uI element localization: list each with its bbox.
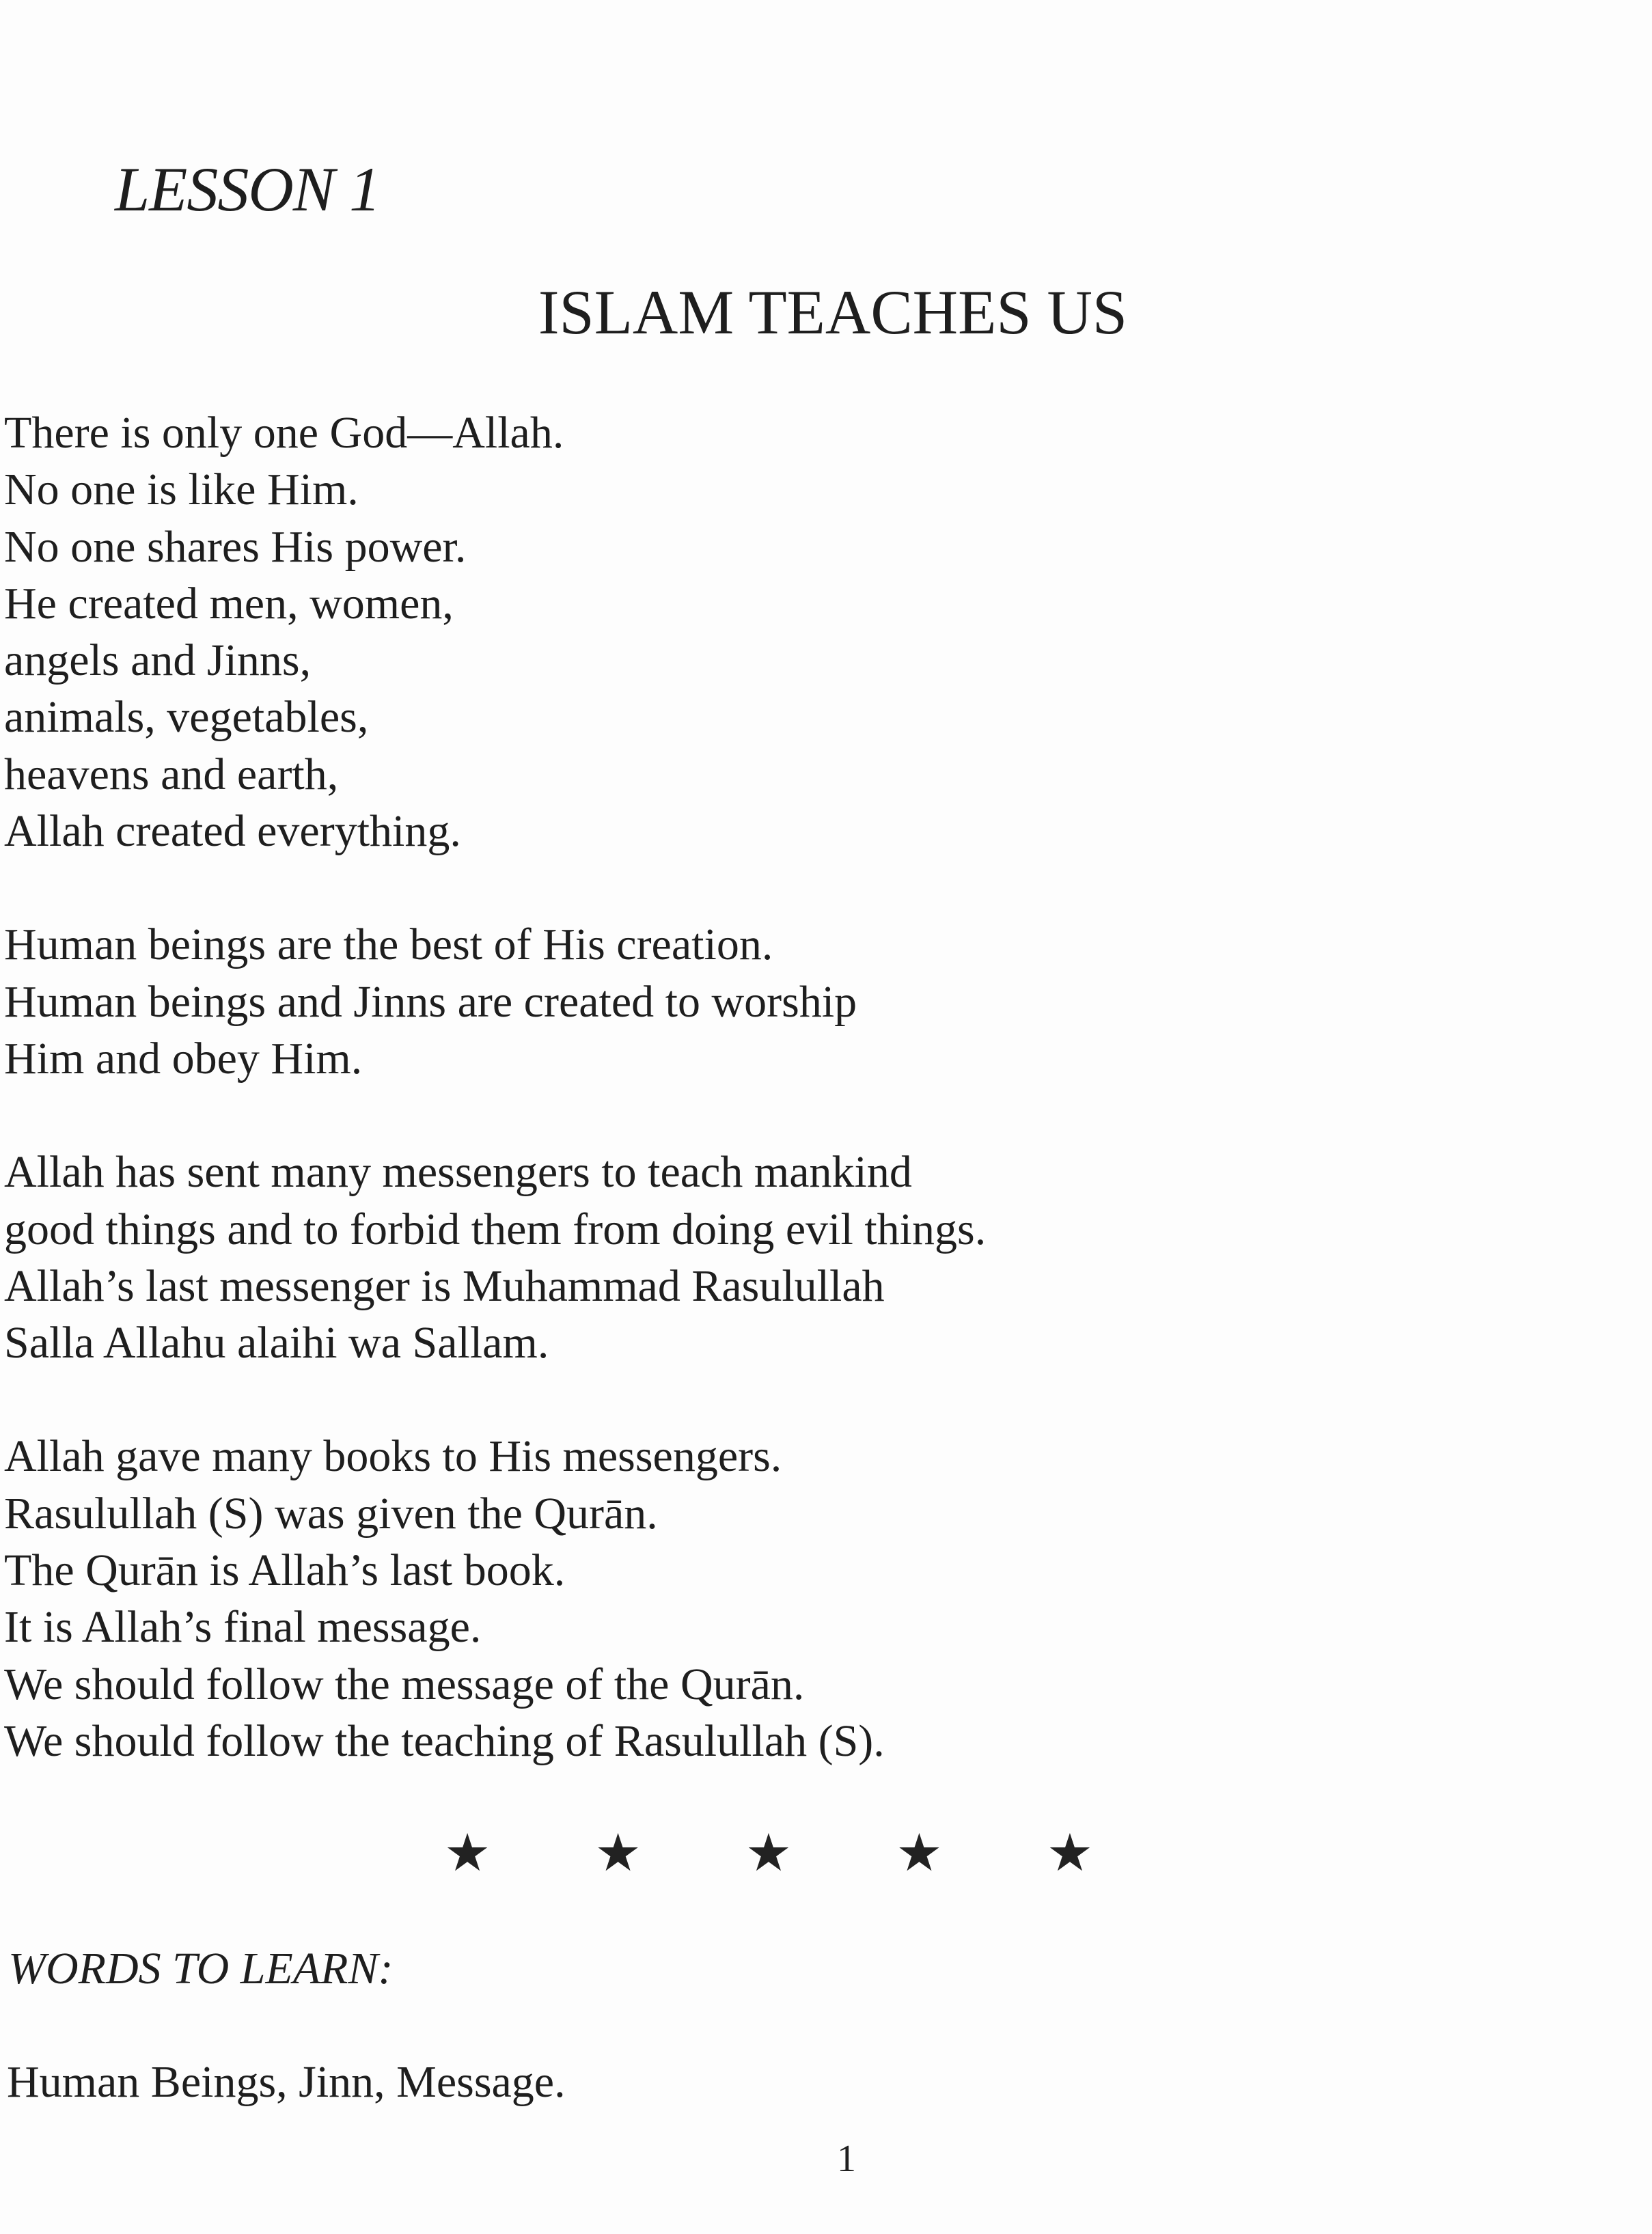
star-icon: ★ [745,1822,793,1883]
text-line: animals, vegetables, [4,692,369,743]
text-line: angels and Jinns, [4,635,312,686]
star-icon: ★ [896,1822,943,1883]
text-line: There is only one God—Allah. [4,408,564,458]
text-line: The Qurān is Allah’s last book. [4,1545,566,1596]
text-line: We should follow the message of the Qurān. [4,1659,805,1709]
text-line: We should follow the teaching of Rasulullah (S). [4,1715,885,1766]
stanza-4 [4,1428,1630,1769]
text-line: Rasulullah (S) was given the Qurān. [4,1488,658,1539]
stanza-1 [4,404,1630,859]
text-line: Salla Allahu alaihi wa Sallam. [4,1318,549,1368]
text-line: Allah’s last messenger is Muhammad Rasulullah [4,1260,885,1311]
page-number: 1 [837,2138,856,2180]
text-line: Allah gave many books to His messengers. [4,1431,782,1482]
text-line: good things and to forbid them from doing evil things. [4,1204,987,1254]
text-line: He created men, women, [4,578,454,629]
text-line: It is Allah’s final message. [4,1602,482,1653]
text-line: heavens and earth, [4,749,339,799]
star-icon: ★ [444,1822,491,1883]
text-line: Human beings and Jinns are created to worship [4,976,857,1027]
page-title: ISLAM TEACHES US [538,277,1128,347]
star-icon: ★ [594,1822,642,1883]
stanza-2 [4,916,1630,1087]
text-line: No one shares His power. [4,521,467,572]
star-icon: ★ [1046,1822,1093,1883]
lesson-body [4,404,1630,1826]
text-line: Him and obey Him. [4,1033,363,1084]
text-line: Allah has sent many messengers to teach mankind [4,1147,912,1198]
stanza-3 [4,1144,1630,1371]
text-line: No one is like Him. [4,465,359,515]
words-to-learn-list: Human Beings, Jinn, Message. [7,2057,566,2107]
star-divider [444,1819,1093,1887]
lesson-label: LESSON 1 [115,154,381,224]
text-line: Allah created everything. [4,806,461,857]
text-line: Human beings are the best of His creation. [4,920,773,970]
words-to-learn-heading: WORDS TO LEARN: [8,1944,394,1994]
